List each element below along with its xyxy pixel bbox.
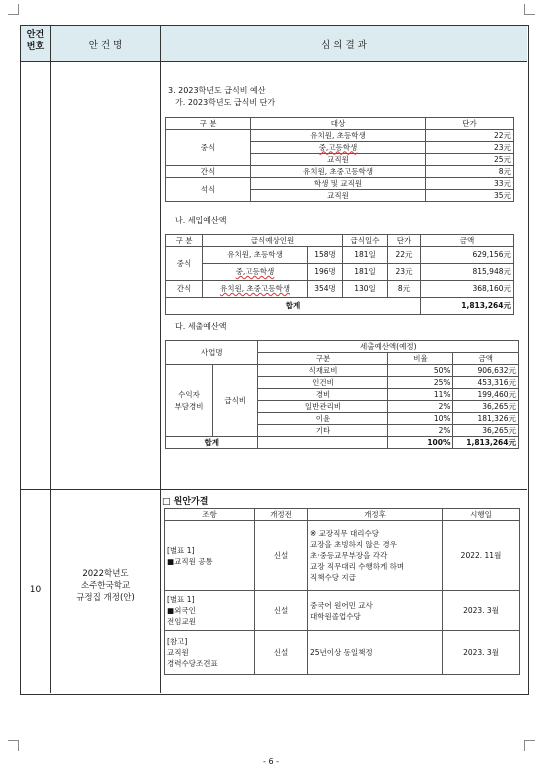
crop-mark-tr <box>524 4 535 15</box>
agenda-no: 10 <box>29 585 42 595</box>
section3-sub-ga: 가. 2023학년도 급식비 단가 <box>175 98 276 107</box>
section3-title: 3. 2023학년도 급식비 예산 <box>168 86 266 95</box>
expense-table: 사업명 세출예산액(예정) 구분 비율 금액 수익자 부담경비 급식비 식재료비 50% 906,632元 인건비 25% 453,316元 경비 11% 199,460元 일반관리비 2% 36,265元 이윤 10% 181,326元 기타 2% 36,265元 합계 100% 1,813,264元 <box>165 340 519 449</box>
proposal-title: □ 원안가결 <box>162 497 209 507</box>
header-result: 심 의 결 과 <box>321 40 367 51</box>
price-group-lunch: 중식 <box>166 130 251 166</box>
price-table: 구 분 대상 단가 중식 유치원, 초등학생 22元 중,고등학생 23元 교직원 25元 간식 유치원, 초중고등학생 8元 석식 학생 및 교직원 33元 교직원 35元 <box>165 117 514 202</box>
header-name: 안 건 명 <box>88 40 123 51</box>
crop-mark-tl <box>8 4 19 15</box>
header-no: 안건 번호 <box>26 30 45 52</box>
section3-sub-na: 나. 세입예산액 <box>175 216 227 225</box>
crop-mark-br <box>524 740 535 751</box>
revision-table: 조항 개정전 개정후 시행일 [별표 1] ■교직원 공통 신설 ※ 교장직무 대리수당 교장을 초빙하지 않은 경우 초·중등교무부장을 각각 교장 직무대리 수행하게 하며 직책수당 지급 2022. 11월 [별표 1] ■외국인 전임교원 신설 중국어 원어민 교사 대학원졸업수당 2023. 3월 [참고] 교직원 경력수당조견표 신설 25년이상 동일책정 2023. 3월 <box>164 508 520 675</box>
agenda-name: 2022학년도 소주한국학교 규정집 개정(안) <box>76 569 135 603</box>
section3-sub-da: 다. 세출예산액 <box>175 322 227 331</box>
crop-mark-bl <box>8 740 19 751</box>
page-number: - 6 - <box>263 757 279 766</box>
income-table: 구 분 급식예상인원 급식일수 단가 금액 중식 유치원, 초등학생 158명 181일 22元 629,156元 중,고등학생 196명 181일 23元 815,948元 간식 유치원, 초중고등학생 354명 130일 8元 368,160元 합계 1,813,264元 <box>165 234 514 315</box>
